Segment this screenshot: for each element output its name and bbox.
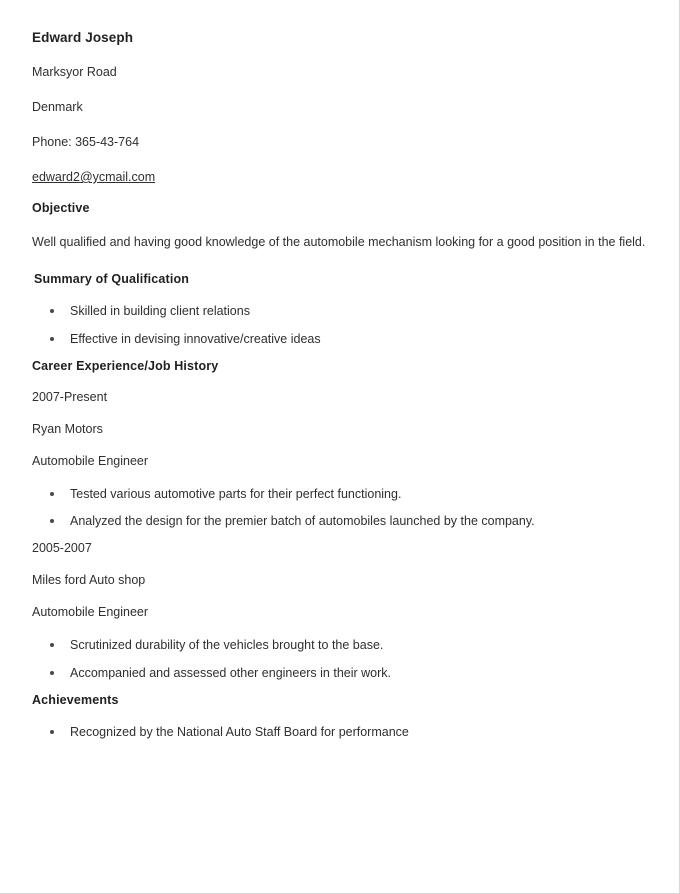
section-heading-achievements: Achievements: [32, 693, 119, 707]
section-heading-objective: Objective: [32, 201, 90, 215]
list-item: Analyzed the design for the premier batch of automobiles launched by the company.: [32, 513, 647, 530]
job-bullet-list: [32, 486, 647, 531]
contact-address-line: Marksyor Road: [32, 65, 117, 79]
contact-country-line: Denmark: [32, 100, 83, 114]
list-item: Skilled in building client relations: [32, 303, 647, 320]
job-entry: [32, 541, 647, 682]
section-heading-career: Career Experience/Job History: [32, 358, 219, 373]
job-employer: Miles ford Auto shop: [32, 573, 146, 588]
email-link[interactable]: edward2@ycmail.com: [32, 170, 156, 184]
achievements-bullet-list: [32, 724, 647, 741]
list-item: Scrutinized durability of the vehicles brought to the base.: [32, 637, 647, 654]
list-item: Tested various automotive parts for their perfect functioning.: [32, 486, 647, 503]
contact-email-line: [32, 170, 647, 184]
section-heading-summary: Summary of Qualification: [34, 271, 190, 286]
job-employer: Ryan Motors: [32, 421, 103, 436]
list-item: Recognized by the National Auto Staff Board for performance: [32, 724, 647, 741]
contact-phone-line: Phone: 365-43-764: [32, 135, 140, 149]
job-dates: 2005-2007: [32, 541, 92, 556]
list-item: Accompanied and assessed other engineers in their work.: [32, 665, 647, 682]
candidate-name: Edward Joseph: [32, 30, 134, 45]
list-item: Effective in devising innovative/creative ideas: [32, 331, 647, 348]
job-dates: 2007-Present: [32, 389, 108, 404]
job-bullet-list: [32, 637, 647, 682]
summary-bullet-list: [32, 303, 647, 348]
job-title: Automobile Engineer: [32, 605, 149, 620]
objective-text: Well qualified and having good knowledge of the automobile mechanism looking for a good position in the field.: [32, 235, 646, 249]
job-entry: [32, 390, 647, 531]
job-title: Automobile Engineer: [32, 453, 149, 468]
